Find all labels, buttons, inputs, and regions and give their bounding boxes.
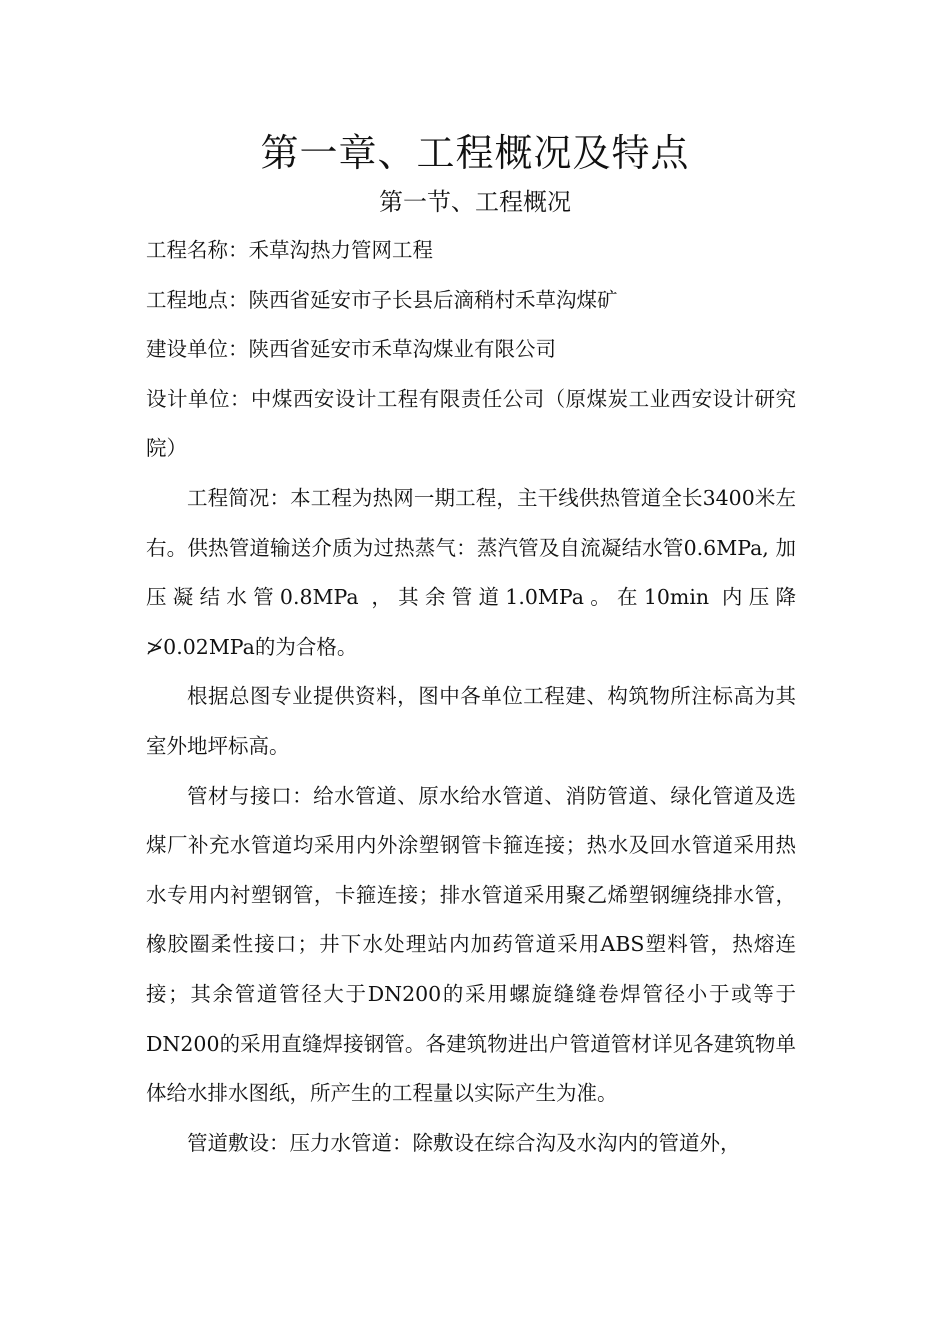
design-unit: 设计单位：中煤西安设计工程有限责任公司（原煤炭工业西安设计研究院）: [146, 386, 796, 461]
laying-paragraph: 管道敷设：压力水管道：除敷设在综合沟及水沟内的管道外，: [187, 1130, 741, 1155]
overview-paragraph: 工程简况：本工程为热网一期工程，主干线供热管道全长3400米左右。供热管道输送介质为过热蒸气：蒸汽管及自流凝结水管0.6MPa, 加压凝结水管0.8MPa ，其余管道1.0MPa。在10min 内压降≯0.02MPa的为合格。: [146, 485, 796, 659]
construction-unit: 建设单位：陕西省延安市禾草沟煤业有限公司: [146, 337, 556, 362]
project-name: 工程名称：禾草沟热力管网工程: [146, 238, 433, 262]
document-body: [146, 226, 796, 1168]
project-location: 工程地点：陕西省延安市子长县后滴稍村禾草沟煤矿: [146, 287, 618, 312]
section-title: 第一节、工程概况: [379, 188, 571, 216]
materials-paragraph: 管材与接口：给水管道、原水给水管道、消防管道、绿化管道及选煤厂补充水管道均采用内外涂塑钢管卡箍连接；热水及回水管道采用热水专用内衬塑钢管，卡箍连接；排水管道采用聚乙烯塑钢缠绕排水管，橡胶圈柔性接口；井下水处理站内加药管道采用ABS塑料管，热熔连接；其余管道管径大于DN200的采用螺旋缝缝卷焊管径小于或等于DN200的采用直缝焊接钢管。各建筑物进出户管道管材详见各建筑物单体给水排水图纸，所产生的工程量以实际产生为准。: [146, 783, 796, 1106]
elevation-paragraph: 根据总图专业提供资料，图中各单位工程建、构筑物所注标高为其室外地坪标高。: [146, 684, 796, 758]
chapter-title: 第一章、工程概况及特点: [260, 131, 690, 175]
